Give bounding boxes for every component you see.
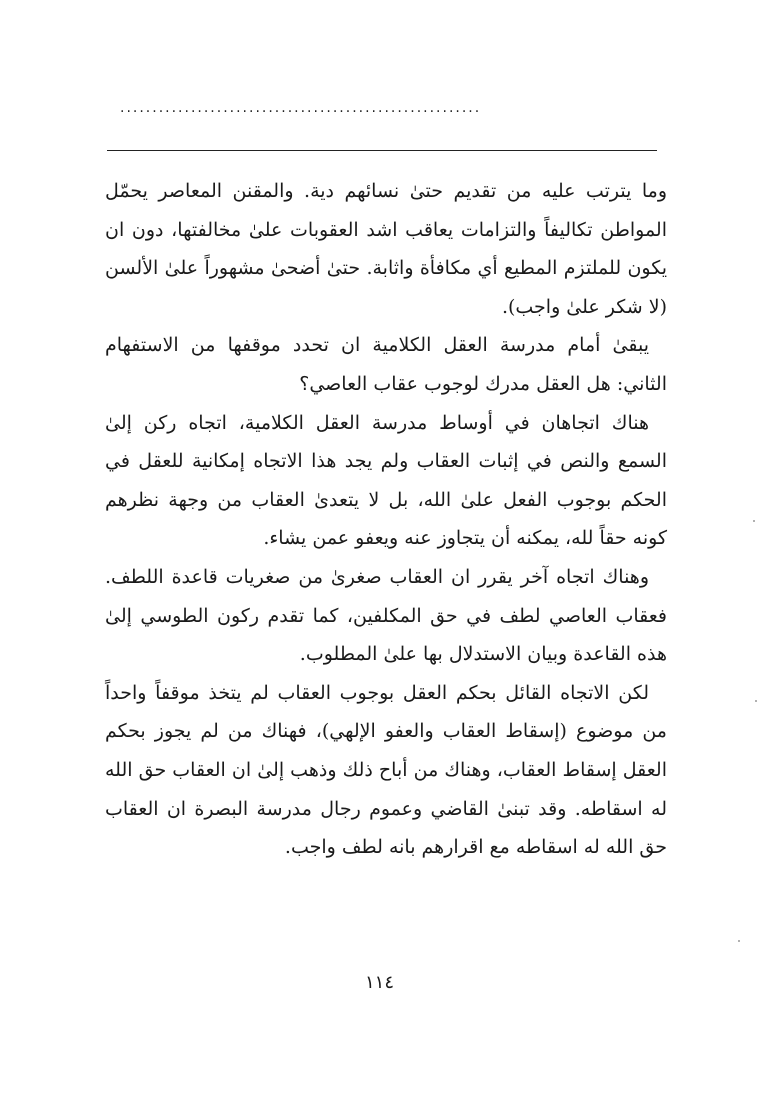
scan-speck bbox=[738, 940, 740, 942]
page-number: ١١٤ bbox=[364, 972, 394, 993]
page-body bbox=[105, 172, 667, 867]
scan-speck bbox=[755, 700, 757, 702]
paragraph-5: لكن الاتجاه القائل بحكم العقل بوجوب العقاب لم يتخذ موقفاً واحداً من موضوع (إسقاط العقاب والعفو الإلهي)، فهناك من لم يجوز بحكم العقل إسقاط العقاب، وهناك من أباح ذلك وذهب إلىٰ ان العقاب حق الله له اسقاطه. وقد تبنىٰ القاضي وعموم رجال مدرسة البصرة ان العقاب حق الله له اسقاطه مع اقرارهم بانه لطف واجب. bbox=[105, 681, 667, 859]
paragraph-3: هناك اتجاهان في أوساط مدرسة العقل الكلامية، اتجاه ركن إلىٰ السمع والنص في إثبات العقاب ولم يجد هذا الاتجاه إمكانية للعقل في الحكم بوجوب الفعل علىٰ الله، بل لا يتعدىٰ العقاب من وجهة نظرهم كونه حقاً لله، يمكنه أن يتجاوز عنه ويعفو عمن يشاء. bbox=[105, 411, 667, 550]
header-dotted-line: ........................................................ bbox=[120, 100, 482, 116]
header-rule bbox=[107, 150, 657, 151]
paragraph-4: وهناك اتجاه آخر يقرر ان العقاب صغرىٰ من صغريات قاعدة اللطف. فعقاب العاصي لطف في حق المكلفين، كما تقدم ركون الطوسي إلىٰ هذه القاعدة وبيان الاستدلال بها علىٰ المطلوب. bbox=[105, 565, 667, 666]
paragraph-1: وما يترتب عليه من تقديم حتىٰ نسائهم دية. والمقنن المعاصر يحمّل المواطن تكاليفاً والتزامات يعاقب اشد العقوبات علىٰ مخالفتها، دون ان يكون للملتزم المطيع أي مكافأة واثابة. حتىٰ أضحىٰ مشهوراً علىٰ الألسن (لا شكر علىٰ واجب). bbox=[105, 180, 667, 318]
paragraph-2: يبقىٰ أمام مدرسة العقل الكلامية ان تحدد موقفها من الاستفهام الثاني: هل العقل مدرك لوجوب عقاب العاصي؟ bbox=[105, 334, 667, 395]
scan-speck bbox=[753, 520, 755, 522]
